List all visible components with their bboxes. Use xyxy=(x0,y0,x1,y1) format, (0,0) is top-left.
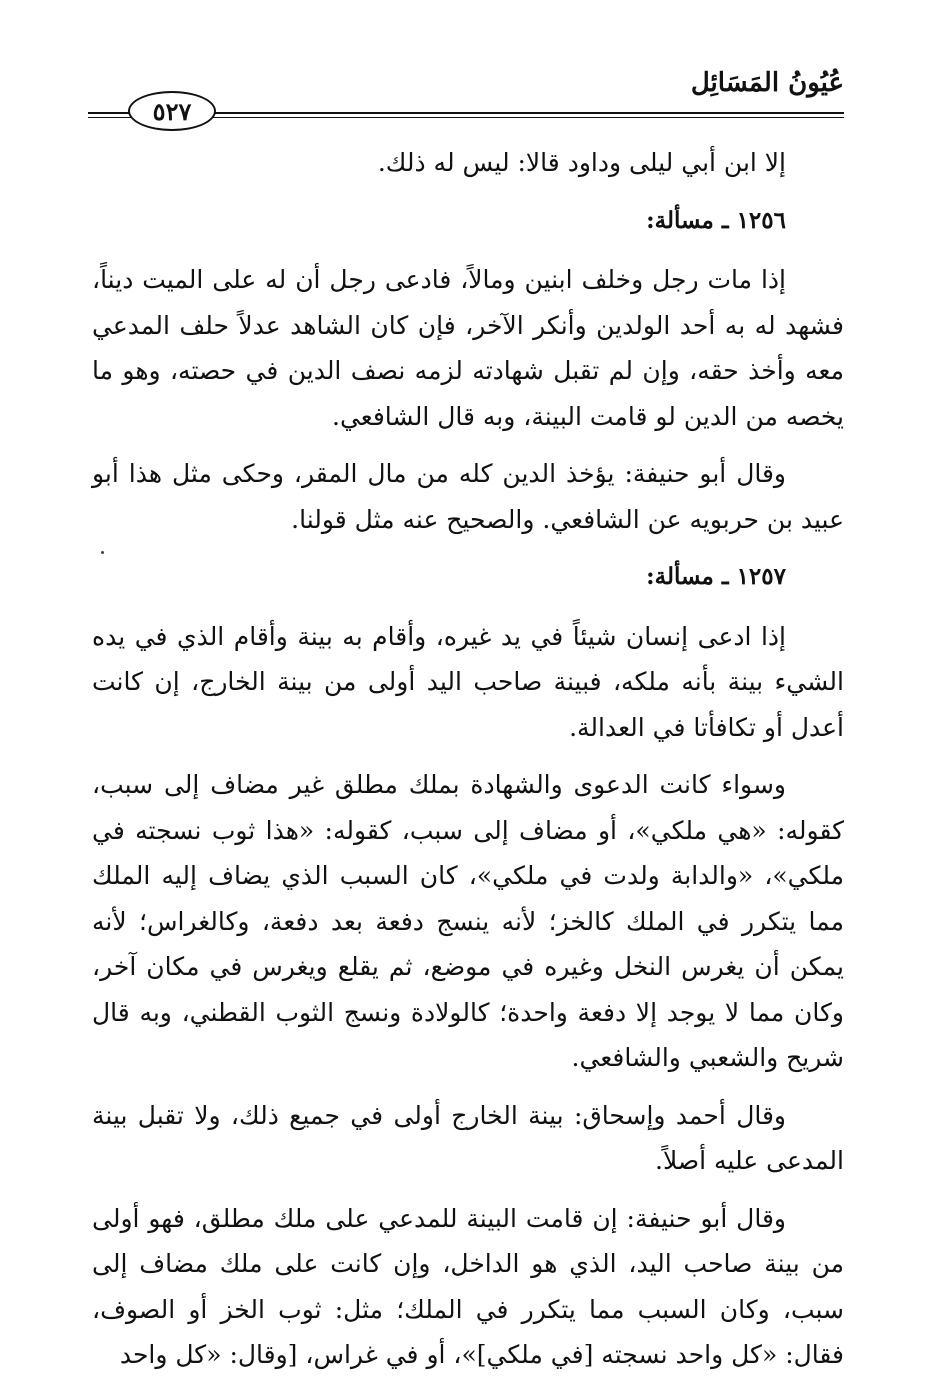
body-paragraph: إلا ابن أبي ليلى وداود قالا: ليس له ذلك. xyxy=(377,148,786,177)
body-paragraph: وقال أبو حنيفة: يؤخذ الدين كله من مال المقر، وحكى مثل هذا أبو عبيد بن حربويه عن الشافعي. والصحيح عنه مثل قولنا. xyxy=(92,459,844,534)
body-paragraph: إذا مات رجل وخلف ابنين ومالاً، فادعى رجل أن له على الميت ديناً، فشهد له به أحد الولدين وأنكر الآخر، فإن كان الشاهد عدلاً حلف المدعي معه وأخذ حقه، وإن لم تقبل شهادته لزمه نصف الدين في حصته، وهو ما يخصه من الدين لو قامت البينة، وبه قال الشافعي. xyxy=(92,265,844,431)
section-heading: ١٢٥٦ ـ مسألة: xyxy=(646,206,786,234)
page-body xyxy=(92,140,844,1390)
page-number-badge: ٥٢٧ xyxy=(128,91,216,131)
running-title: عُيُونُ المَسَائِل xyxy=(690,68,844,98)
section-heading: ١٢٥٧ ـ مسألة: xyxy=(646,563,786,590)
body-paragraph: وقال أبو حنيفة: إن قامت البينة للمدعي على ملك مطلق، فهو أولى من بينة صاحب اليد، الذي هو الداخل، وإن كانت على ملك مضاف إلى سبب، وكان السبب مما يتكرر في الملك؛ مثل: ثوب الخز أو الصوف، فقال: «كل واحد نسجته [في ملكي]»، أو في غراس، [وقال: «كل واحد xyxy=(92,1203,844,1369)
body-paragraph: وقال أحمد وإسحاق: بينة الخارج أولى في جميع ذلك، ولا تقبل بينة المدعى عليه أصلاً. xyxy=(92,1100,844,1175)
body-paragraph: وسواء كانت الدعوى والشهادة بملك مطلق غير مضاف إلى سبب، كقوله: «هي ملكي»، أو مضاف إلى سبب، كقوله: «هذا ثوب نسجته في ملكي»، «والدابة ولدت في ملكي»، كان السبب الذي يضاف إليه الملك مما يتكرر في الملك كالخز؛ لأنه ينسج دفعة بعد دفعة، وكالغراس؛ لأنه يمكن أن يغرس النخل وغيره في موضع، ثم يقلع ويغرس في مكان آخر، وكان مما لا يوجد إلا دفعة واحدة؛ كالولادة ونسج الثوب القطني، وبه قال شريح والشعبي والشافعي. xyxy=(92,770,844,1072)
ink-speck xyxy=(101,551,104,554)
body-paragraph: إذا ادعى إنسان شيئاً في يد غيره، وأقام به بينة وأقام الذي في يده الشيء بينة بأنه ملكه، فبينة صاحب اليد أولى من بينة الخارج، إن كانت أعدل أو تكافأتا في العدالة. xyxy=(92,621,844,742)
